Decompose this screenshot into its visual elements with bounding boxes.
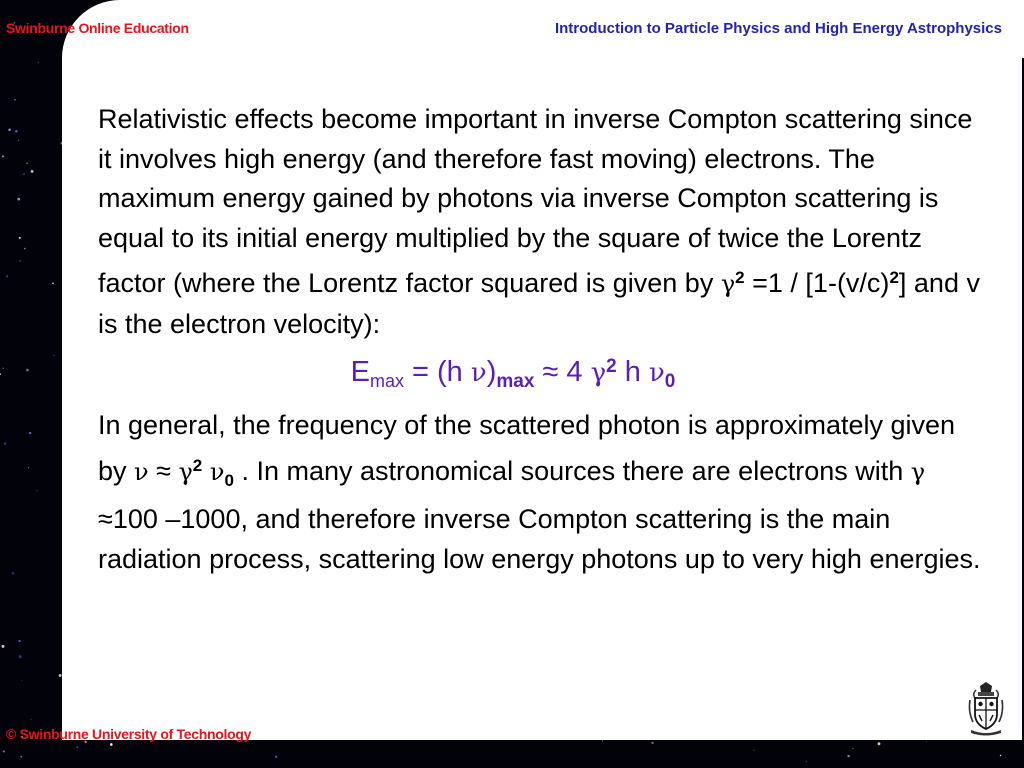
star [1000,755,1001,756]
star [926,741,927,742]
paragraph-scattered-frequency: In general, the frequency of the scattered photon is approximately given by $\nu \approx \gamma^2$ $\nu_0$ . In many astronomical sources there are electrons with γ ≈100 –1000, and therefore inverse Compton scattering is the main radiation process, scattering low energy photons up to very high energies. [98,410,981,574]
star [23,173,25,175]
max-energy-equation: $E_{max} = (h$ $\nu)_{max} \approx 4$ $\gamma^2$ h $\nu_0$ [350,356,676,392]
star [19,655,22,658]
star [18,140,19,141]
star [53,355,54,356]
star [76,746,78,748]
star [602,740,603,741]
star [847,755,849,757]
star [20,756,22,758]
star [12,572,15,575]
star [31,170,34,173]
star [14,99,16,101]
star [17,198,20,201]
star [28,467,29,468]
star [0,373,1,375]
star [110,743,113,746]
star [24,248,26,250]
star [20,261,21,262]
star [29,432,31,434]
star [38,62,39,63]
star [18,640,20,642]
paragraph-relativistic-effects: Relativistic effects become important in inverse Compton scattering since it involves high energy (and therefore fast moving) electrons. The maximum energy gained by photons via inverse Compton scattering is equal to its initial energy multiplied by the square of twice the Lorentz factor (where the Lorentz factor squared is given by $\gamma^2 =1 / [1-(v/c)^2]$ and v is the electron velocity): [98,104,980,339]
slide-body [98,100,988,579]
star [19,237,21,239]
star [2,645,5,648]
star [26,369,29,372]
star [878,742,881,745]
university-crest-icon [966,680,1006,736]
star [52,282,54,284]
star [30,719,31,720]
star [26,163,27,164]
star [21,680,22,681]
star [6,275,8,277]
star [275,756,277,758]
star [852,748,853,749]
course-title: Introduction to Particle Physics and High Energy Astrophysics [554,20,1002,37]
star [36,490,37,491]
star [8,128,11,131]
star [3,750,5,752]
organization-name: Swinburne Online Education [6,20,189,36]
star [651,742,653,744]
star [2,155,4,157]
star [753,750,754,751]
star [15,130,18,133]
star [2,367,4,369]
copyright-notice: © Swinburne University of Technology [6,726,252,742]
star [806,761,807,762]
header-band [228,0,1024,58]
star [4,442,7,445]
